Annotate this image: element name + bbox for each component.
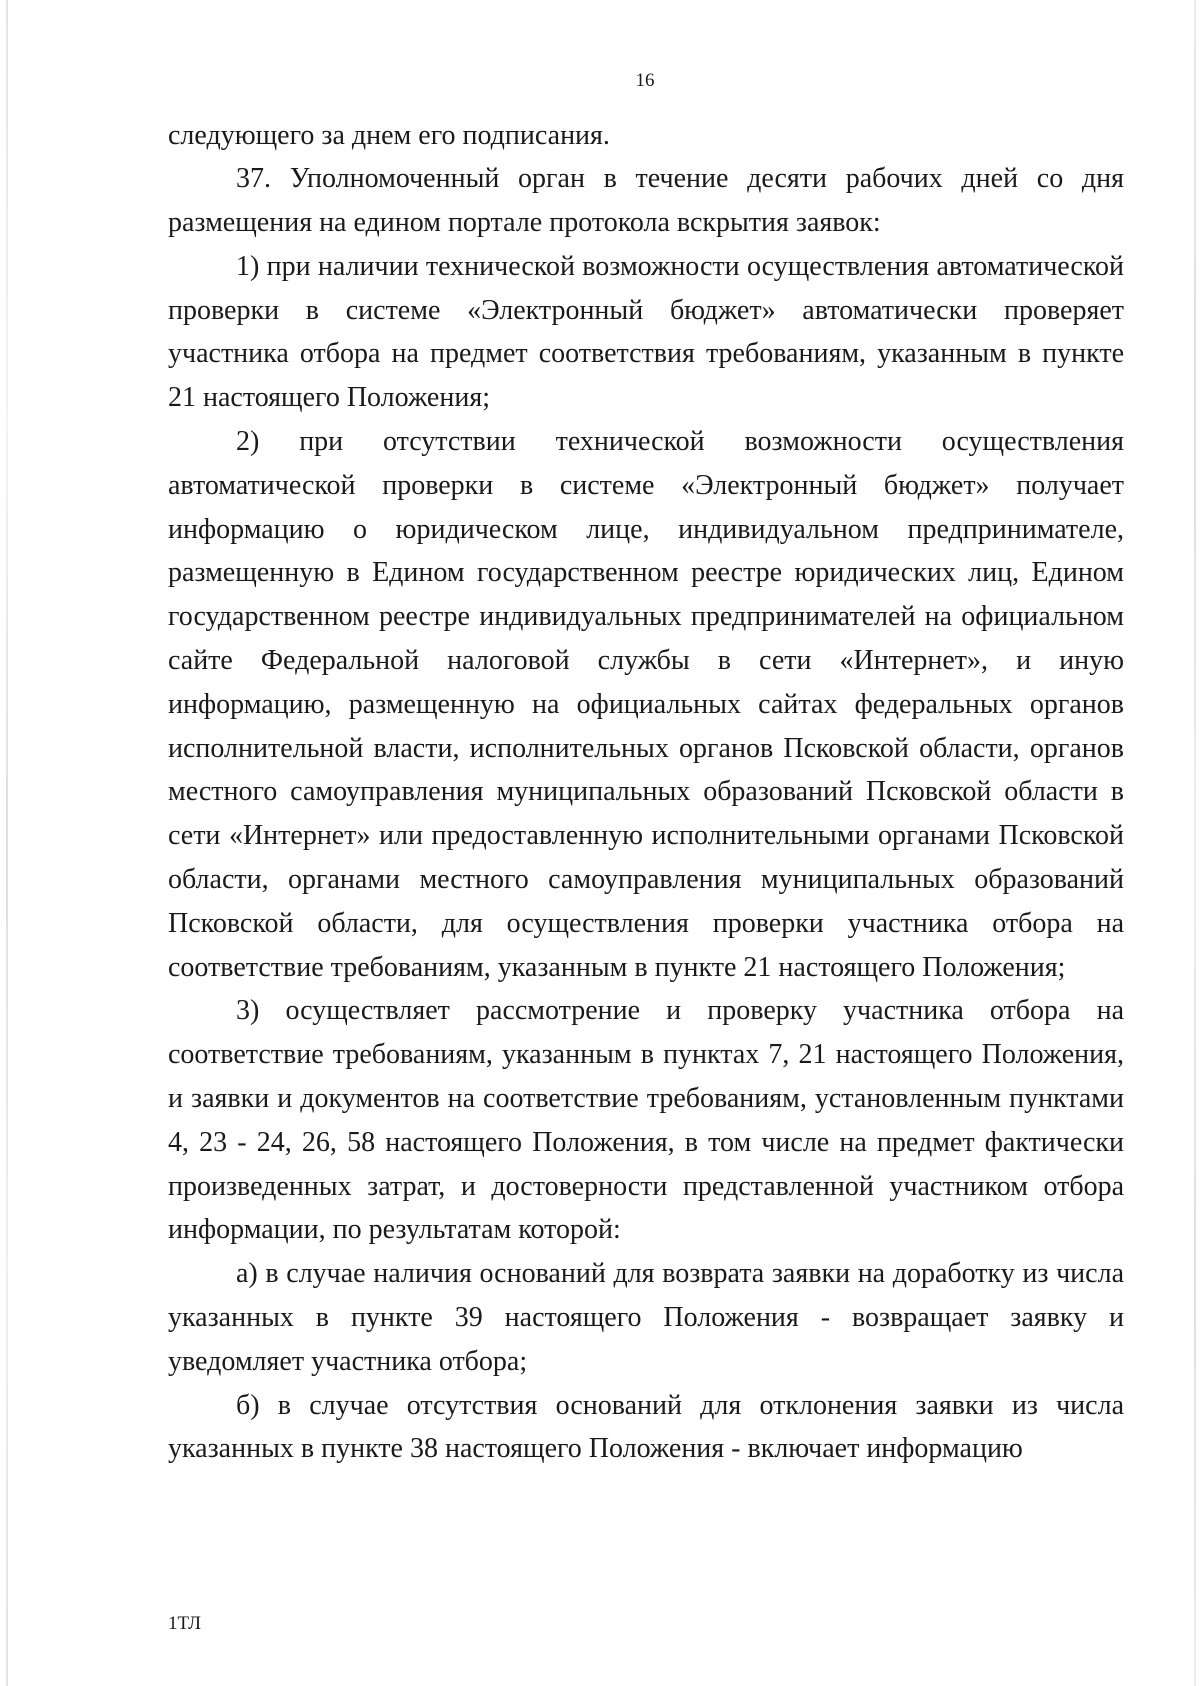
paragraph-subitem-2: 2) при отсутствии технической возможности осуществления автоматической проверки в системе «Электронный бюджет» получает информацию о юридическом лице, индивидуальном предпринимателе, размещенную в Едином государственном реестре юридических лиц, Едином государственном реестре индивидуальных предпринимателей на официальном сайте Федеральной налоговой службы в сети «Интернет», и иную информацию, размещенную на официальных сайтах федеральных органов исполнительной власти, исполнительных органов Псковской области, органов местного самоуправления муниципальных образований Псковской области в сети «Интернет» или предоставленную исполнительными органами Псковской области, органами местного самоуправления муниципальных образований Псковской области, для осуществления проверки участника отбора на соответствие требованиям, указанным в пункте 21 настоящего Положения; [168,426,1124,983]
paragraph-item-37: 37. Уполномоченный орган в течение десяти рабочих дней со дня размещения на едином портале протокола вскрытия заявок: [168,163,1124,239]
body-text [168,114,1124,1472]
paragraph-subitem-1: 1) при наличии технической возможности осуществления автоматической проверки в системе «Электронный бюджет» автоматически проверяет участника отбора на предмет соответствия требованиям, указанным в пункте 21 настоящего Положения; [168,250,1124,414]
page-number: 16 [635,70,655,91]
paragraph-continuation: следующего за днем его подписания. [168,119,610,151]
scan-edge-left [6,0,8,1686]
paragraph-subitem-b: б) в случае отсутствия оснований для отклонения заявки из числа указанных в пункте 38 настоящего Положения - включает информацию [168,1389,1124,1465]
footer-code: 1ТЛ [168,1613,202,1634]
scan-edge-right [1194,0,1196,1686]
paragraph-subitem-3: 3) осуществляет рассмотрение и проверку участника отбора на соответствие требованиям, указанным в пунктах 7, 21 настоящего Положения, и заявки и документов на соответствие требованиям, установленным пунктами 4, 23 - 24, 26, 58 настоящего Положения, в том числе на предмет фактически произведенных затрат, и достоверности представленной участником отбора информации, по результатам которой: [168,995,1124,1246]
paragraph-subitem-a: а) в случае наличия оснований для возврата заявки на доработку из числа указанных в пункте 39 настоящего Положения - возвращает заявку и уведомляет участника отбора; [168,1258,1124,1377]
